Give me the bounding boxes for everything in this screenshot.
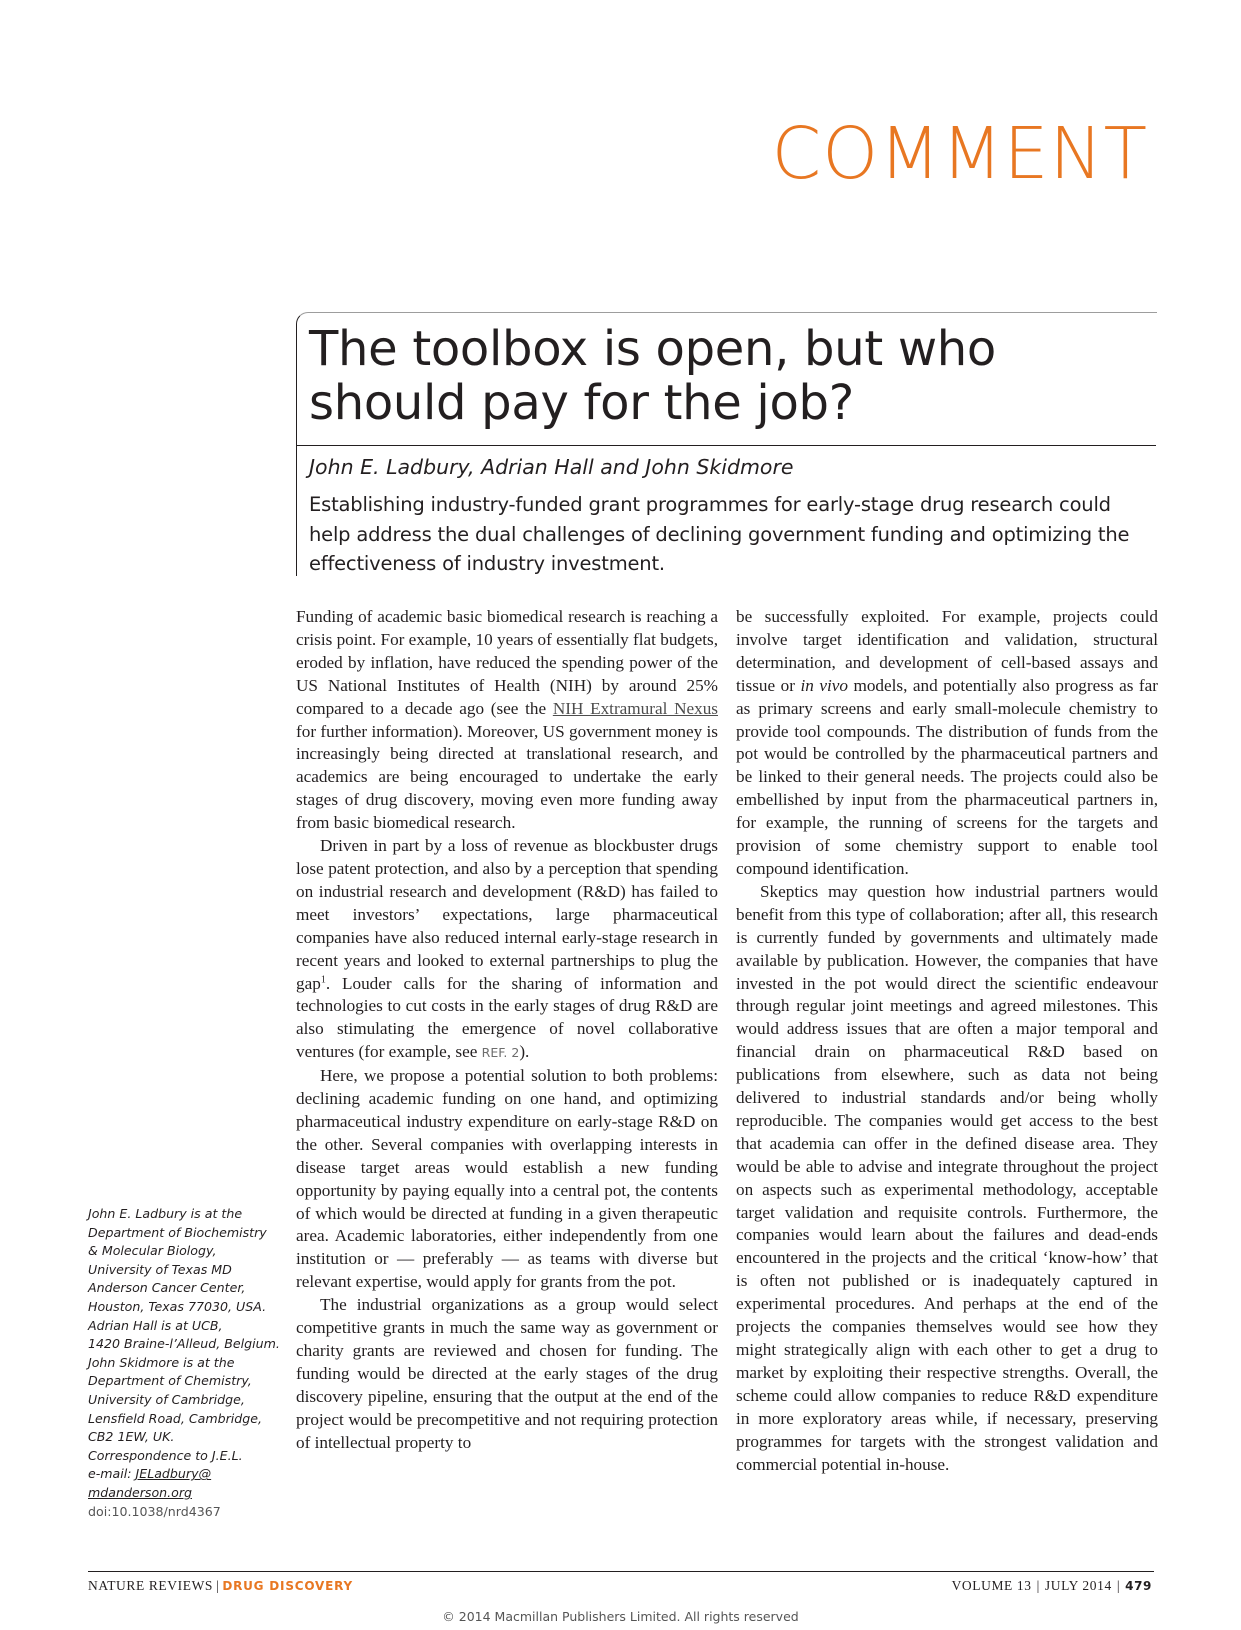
body-paragraph-4: The industrial organizations as a group would select competitive grants in much the same way as government or charity grants are reviewed and chosen for funding. The funding would be directed at the early stages of the drug discovery pipeline, ensuring that the output at the end of the project would be precompetitive and not requiring protection of intellectual property to (296, 1295, 718, 1452)
body-paragraph-5: be successfully exploited. For example, projects could involve target identification and validation, structural determination, and development of cell-based assays and tissue or in vivo models, and potentially also progress as far as primary screens and early small-molecule chemistry to provide tool compounds. The distribution of funds from the pot would be controlled by the pharmaceutical partners and be linked to their general needs. The projects could also be embellished by input from the pharmaceutical partners in, for example, the running of screens for the targets and provision of some chemistry support to enable tool compound identification. (736, 607, 1159, 878)
body-column-left (296, 606, 718, 1455)
article-authors: John E. Ladbury, Adrian Hall and John Skidmore (309, 455, 794, 479)
page-number: 479 (1125, 1579, 1152, 1593)
correspondence-email-link-cont[interactable]: mdanderson.org (88, 1484, 193, 1500)
article-doi: doi:10.1038/nrd4367 (88, 1503, 221, 1519)
article-standfirst: Establishing industry-funded grant programmes for early-stage drug research could help address the dual challenges of declining government funding and optimizing the effectiveness of industry investment. (309, 493, 1130, 575)
correspondence-email-link[interactable]: JELadbury@ (135, 1466, 212, 1482)
body-paragraph-3: Here, we propose a potential solution to both problems: declining academic funding on one hand, and optimizing pharmaceutical industry expenditure on early-stage R&D on the other. Several companies with overlapping interests in disease target areas would establish a new funding opportunity by paying equally into a central pot, the contents of which would be directed at funding in a given therapeutic area. Academic laboratories, either independently from one institution or — preferably — as teams with diverse but relevant expertise, would apply for grants from the pot. (296, 1066, 718, 1292)
footer-rule (88, 1571, 1154, 1572)
section-label: COMMENT (771, 112, 1148, 195)
body-column-right (736, 606, 1158, 1476)
body-paragraph-6: Skeptics may question how industrial partners would benefit from this type of collaboration; after all, this research is currently funded by governments and ultimately made available by publication. However, the companies that have invested in the pot would direct the scientific endeavour through regular joint meetings and agreed milestones. This would address issues that are often a major temporal and financial drain on pharmaceutical R&D based on publications from elsewhere, such as data not being delivered to industrial standards and/or being wholly reproducible. The companies would get access to the best that academia can offer in the defined disease area. They would be able to advise and integrate throughout the project on aspects such as experimental methodology, acceptable target validation and requisite controls. Furthermore, the companies would learn about the failures and dead-ends encountered in the projects and the critical ‘know-how’ that is often not published or is inadequately captured in experimental procedures. And perhaps at the end of the projects the companies themselves would see how they might strategically align with each other to get a drug to market by exploiting their respective strengths. Overall, the scheme could allow companies to reduce R&D expenditure in more exploratory areas while, if necessary, preserving programmes for targets with the strongest validation and commercial potential in-house. (736, 881, 1158, 1474)
author-affiliations: John E. Ladbury is at the Department of Biochemistry & Molecular Biology, University of Texas MD Anderson Cancer Center, Houston, Texas 77030, USA. Adrian Hall is at UCB, 1420 Braine-l’Alleud, Belgium. John Skidmore is at the Department of Chemistry, University of Cambridge, Lensfield Road, Cambridge, CB2 1EW, UK. Correspondence to J.E.L. e-mail: JELadbury@ mdanderson.org doi:10.1038/nrd4367 (88, 1206, 280, 1519)
copyright-notice: © 2014 Macmillan Publishers Limited. All rights reserved (442, 1609, 799, 1624)
citation-1-link[interactable]: 1 (320, 973, 326, 985)
headline-divider (296, 445, 1156, 446)
body-paragraph-1: Funding of academic basic biomedical research is reaching a crisis point. For example, 10 years of essentially flat budgets, eroded by inflation, have reduced the spending power of the US National Institutes of Health (NIH) by around 25% compared to a decade ago (see the NIH Extramural Nexus for further information). Moreover, US government money is increasingly being directed at translational research, and academics are being encouraged to undertake the early stages of drug discovery, moving even more funding away from basic biomedical research. (296, 607, 718, 833)
footer-journal: NATURE REVIEWS | DRUG DISCOVERY (88, 1578, 354, 1593)
footer-issue: VOLUME 13 | JULY 2014 | 479 (951, 1578, 1152, 1593)
nih-extramural-nexus-link[interactable]: NIH Extramural Nexus (552, 698, 718, 718)
ref-2-link[interactable]: REF. 2 (481, 1045, 520, 1061)
body-paragraph-2: Driven in part by a loss of revenue as blockbuster drugs lose patent protection, and also by a perception that spending on industrial research and development (R&D) has failed to meet investors’ expectations, large pharmaceutical companies have also reduced internal early-stage research in recent years and looked to external partnerships to plug the gap$^1$. Louder calls for the sharing of information and technologies to cut costs in the early stages of drug R&D are also stimulating the emergence of novel collaborative ventures (for example, see REF. 2). (296, 836, 718, 1062)
journal-name: DRUG DISCOVERY (222, 1579, 354, 1593)
article-title: The toolbox is open, but who should pay for the job? (309, 321, 996, 431)
